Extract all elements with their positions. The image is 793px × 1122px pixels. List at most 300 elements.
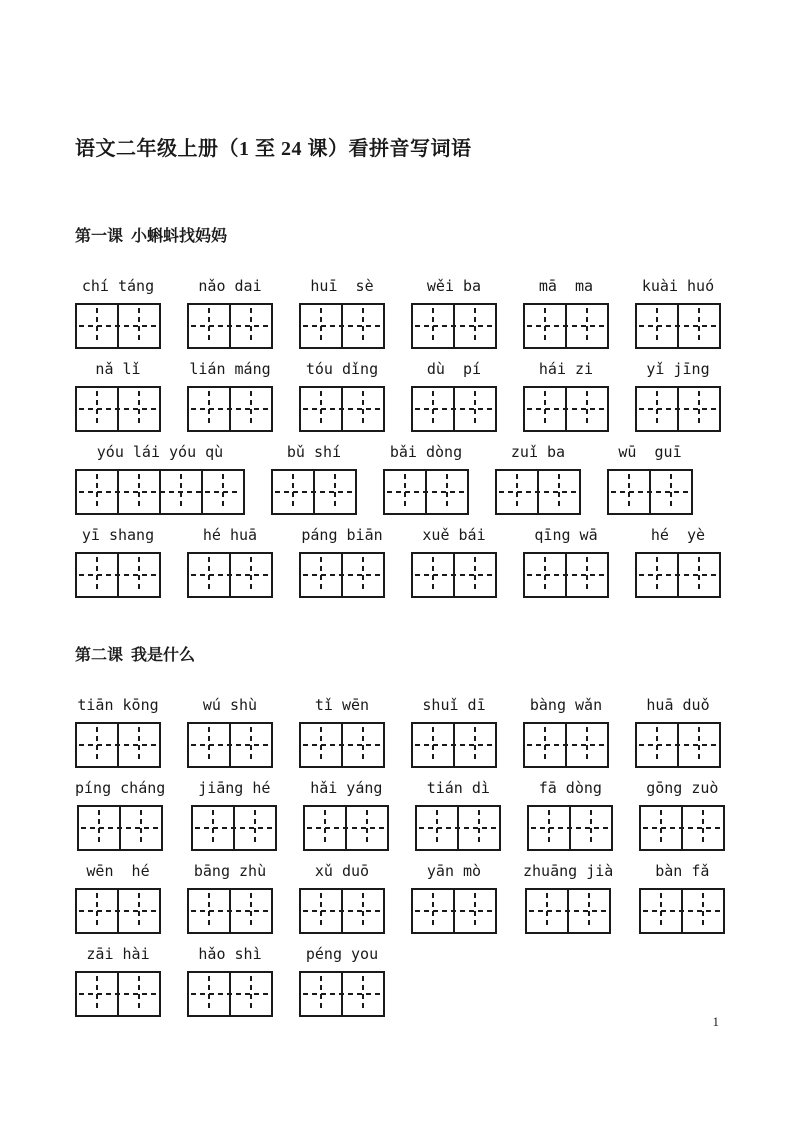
grid-cell — [77, 388, 117, 430]
pinyin-label: tiān kōng — [77, 696, 159, 714]
grid-center-vline-icon — [474, 391, 476, 427]
grid-cell — [637, 388, 677, 430]
grid-cell — [453, 388, 495, 430]
pinyin-label: jiāng hé — [198, 779, 271, 797]
pinyin-label: tián dì — [426, 779, 490, 797]
writing-grid — [187, 552, 273, 598]
grid-center-vline-icon — [320, 976, 322, 1012]
grid-center-vline-icon — [698, 391, 700, 427]
grid-cell — [77, 471, 117, 513]
grid-center-vline-icon — [656, 727, 658, 763]
grid-center-vline-icon — [660, 893, 662, 929]
pinyin-label: kuài huó — [641, 277, 715, 295]
word-block — [635, 525, 721, 598]
writing-grid — [75, 722, 161, 768]
grid-center-vline-icon — [436, 810, 438, 846]
grid-center-vline-icon — [558, 474, 560, 510]
grid-cell — [201, 471, 243, 513]
grid-cell — [453, 890, 495, 932]
grid-cell — [413, 305, 453, 347]
grid-center-vline-icon — [548, 810, 550, 846]
word-block — [495, 442, 581, 515]
grid-cell — [189, 388, 229, 430]
grid-cell — [313, 471, 355, 513]
grid-cell — [385, 471, 425, 513]
grid-center-vline-icon — [208, 976, 210, 1012]
word-row — [75, 861, 725, 934]
grid-cell — [637, 305, 677, 347]
grid-center-vline-icon — [446, 474, 448, 510]
grid-center-vline-icon — [320, 893, 322, 929]
grid-cell — [189, 305, 229, 347]
writing-grid — [75, 303, 161, 349]
writing-grid — [527, 805, 613, 851]
grid-cell — [117, 305, 159, 347]
grid-center-vline-icon — [432, 308, 434, 344]
word-block — [75, 861, 161, 934]
grid-center-vline-icon — [656, 557, 658, 593]
word-block — [635, 359, 721, 432]
grid-cell — [301, 305, 341, 347]
word-block — [411, 276, 497, 349]
grid-center-vline-icon — [208, 391, 210, 427]
pinyin-label: wū guī — [618, 443, 682, 461]
writing-grid — [411, 552, 497, 598]
grid-cell — [537, 471, 579, 513]
grid-center-vline-icon — [320, 391, 322, 427]
word-block — [191, 778, 277, 851]
grid-cell — [229, 554, 271, 596]
grid-center-vline-icon — [702, 893, 704, 929]
grid-cell — [417, 807, 457, 849]
pinyin-label: páng biān — [301, 526, 383, 544]
grid-center-vline-icon — [656, 308, 658, 344]
word-block — [523, 276, 609, 349]
grid-center-vline-icon — [432, 391, 434, 427]
pinyin-label: hǎi yáng — [310, 779, 383, 797]
pinyin-label: zuǐ ba — [510, 443, 566, 461]
grid-cell — [189, 973, 229, 1015]
grid-cell — [117, 973, 159, 1015]
word-block — [303, 778, 389, 851]
pinyin-label: bāng zhù — [193, 862, 267, 880]
grid-center-vline-icon — [250, 727, 252, 763]
pinyin-label: yān mò — [426, 862, 482, 880]
word-block — [415, 778, 501, 851]
pinyin-label: yǐ jīng — [646, 360, 710, 378]
grid-center-vline-icon — [546, 893, 548, 929]
word-block — [523, 525, 609, 598]
grid-cell — [301, 890, 341, 932]
writing-grid — [635, 722, 721, 768]
pinyin-label: nǎo dai — [198, 277, 262, 295]
grid-center-vline-icon — [698, 308, 700, 344]
word-block — [299, 359, 385, 432]
grid-cell — [413, 554, 453, 596]
writing-grid — [523, 303, 609, 349]
grid-cell — [453, 724, 495, 766]
grid-cell — [229, 724, 271, 766]
writing-grid — [635, 552, 721, 598]
grid-center-vline-icon — [180, 474, 182, 510]
pinyin-label: zhuāng jià — [523, 862, 614, 880]
writing-grid — [299, 552, 385, 598]
lesson-heading: 第二课 我是什么 — [75, 647, 196, 664]
pinyin-label: zāi hài — [86, 945, 150, 963]
grid-center-vline-icon — [656, 391, 658, 427]
writing-grid — [639, 888, 725, 934]
grid-center-vline-icon — [222, 474, 224, 510]
grid-center-vline-icon — [138, 976, 140, 1012]
grid-cell — [301, 724, 341, 766]
word-row — [75, 359, 725, 432]
grid-center-vline-icon — [362, 557, 364, 593]
pinyin-label: tǐ wēn — [314, 696, 370, 714]
writing-grid — [299, 971, 385, 1017]
grid-cell — [677, 305, 719, 347]
pinyin-label: hé huā — [202, 526, 258, 544]
grid-center-vline-icon — [96, 474, 98, 510]
grid-center-vline-icon — [96, 893, 98, 929]
grid-center-vline-icon — [702, 810, 704, 846]
grid-cell — [681, 807, 723, 849]
word-block — [523, 861, 613, 934]
word-block — [299, 276, 385, 349]
grid-center-vline-icon — [96, 976, 98, 1012]
grid-cell — [413, 724, 453, 766]
word-rows — [75, 276, 725, 598]
word-block — [639, 861, 725, 934]
writing-grid — [299, 303, 385, 349]
grid-center-vline-icon — [586, 308, 588, 344]
grid-center-vline-icon — [320, 727, 322, 763]
grid-cell — [77, 973, 117, 1015]
grid-center-vline-icon — [588, 893, 590, 929]
grid-center-vline-icon — [474, 557, 476, 593]
word-block — [75, 944, 161, 1017]
word-block — [411, 861, 497, 934]
lesson-heading: 第一课 小蝌蚪找妈妈 — [75, 228, 228, 245]
grid-cell — [637, 724, 677, 766]
grid-cell — [117, 554, 159, 596]
grid-center-vline-icon — [432, 893, 434, 929]
grid-cell — [413, 890, 453, 932]
grid-cell — [341, 305, 383, 347]
writing-grid — [525, 888, 611, 934]
writing-grid — [187, 971, 273, 1017]
grid-center-vline-icon — [698, 727, 700, 763]
word-block — [75, 276, 161, 349]
word-block — [75, 359, 161, 432]
grid-cell — [117, 890, 159, 932]
pinyin-label: lián máng — [189, 360, 271, 378]
grid-center-vline-icon — [98, 810, 100, 846]
pinyin-label: qīng wā — [534, 526, 598, 544]
grid-center-vline-icon — [404, 474, 406, 510]
grid-cell — [525, 724, 565, 766]
grid-center-vline-icon — [320, 308, 322, 344]
grid-cell — [525, 305, 565, 347]
grid-center-vline-icon — [660, 810, 662, 846]
grid-center-vline-icon — [586, 727, 588, 763]
grid-cell — [637, 554, 677, 596]
grid-center-vline-icon — [474, 727, 476, 763]
grid-cell — [229, 890, 271, 932]
pinyin-label: fā dòng — [538, 779, 602, 797]
grid-cell — [117, 388, 159, 430]
writing-grid — [303, 805, 389, 851]
grid-cell — [229, 973, 271, 1015]
grid-cell — [341, 554, 383, 596]
pinyin-label: píng cháng — [75, 779, 166, 797]
word-block — [411, 359, 497, 432]
grid-center-vline-icon — [96, 308, 98, 344]
grid-center-vline-icon — [208, 893, 210, 929]
grid-cell — [229, 388, 271, 430]
word-rows — [75, 695, 725, 1017]
pinyin-label: gōng zuò — [646, 779, 719, 797]
grid-center-vline-icon — [208, 308, 210, 344]
writing-grid — [415, 805, 501, 851]
word-row — [75, 778, 725, 851]
grid-cell — [527, 890, 567, 932]
grid-cell — [453, 554, 495, 596]
word-block — [75, 442, 245, 515]
pinyin-label: huā duǒ — [646, 696, 710, 714]
grid-center-vline-icon — [362, 976, 364, 1012]
grid-cell — [567, 890, 609, 932]
grid-cell — [345, 807, 387, 849]
grid-cell — [77, 890, 117, 932]
grid-center-vline-icon — [250, 976, 252, 1012]
pinyin-label: wú shù — [202, 696, 258, 714]
grid-cell — [117, 724, 159, 766]
grid-cell — [341, 388, 383, 430]
pinyin-label: hé yè — [650, 526, 706, 544]
pinyin-label: péng you — [305, 945, 379, 963]
grid-center-vline-icon — [138, 308, 140, 344]
writing-grid — [411, 303, 497, 349]
word-block — [187, 861, 273, 934]
writing-grid — [635, 303, 721, 349]
pinyin-label: tóu dǐng — [305, 360, 379, 378]
grid-center-vline-icon — [96, 557, 98, 593]
word-block — [639, 778, 725, 851]
grid-cell — [681, 890, 723, 932]
grid-center-vline-icon — [670, 474, 672, 510]
word-block — [75, 525, 161, 598]
grid-cell — [301, 388, 341, 430]
word-block — [411, 525, 497, 598]
grid-cell — [341, 973, 383, 1015]
grid-center-vline-icon — [138, 893, 140, 929]
word-block — [635, 276, 721, 349]
grid-center-vline-icon — [698, 557, 700, 593]
pinyin-label: huī sè — [310, 277, 374, 295]
lesson-section — [75, 642, 725, 1017]
word-block — [299, 861, 385, 934]
grid-cell — [569, 807, 611, 849]
pinyin-label: wēn hé — [86, 862, 150, 880]
word-block — [187, 944, 273, 1017]
grid-center-vline-icon — [212, 810, 214, 846]
grid-cell — [677, 724, 719, 766]
grid-cell — [273, 471, 313, 513]
grid-center-vline-icon — [362, 727, 364, 763]
writing-grid — [75, 386, 161, 432]
grid-center-vline-icon — [544, 557, 546, 593]
grid-center-vline-icon — [432, 727, 434, 763]
writing-grid — [271, 469, 357, 515]
grid-center-vline-icon — [334, 474, 336, 510]
grid-center-vline-icon — [544, 391, 546, 427]
word-block — [527, 778, 613, 851]
pinyin-label: bàn fǎ — [655, 862, 710, 880]
grid-center-vline-icon — [250, 893, 252, 929]
grid-center-vline-icon — [292, 474, 294, 510]
word-block — [299, 944, 385, 1017]
lesson-section — [75, 223, 725, 598]
grid-center-vline-icon — [324, 810, 326, 846]
grid-cell — [413, 388, 453, 430]
writing-grid — [187, 888, 273, 934]
grid-center-vline-icon — [208, 727, 210, 763]
grid-cell — [565, 724, 607, 766]
grid-cell — [425, 471, 467, 513]
word-block — [299, 525, 385, 598]
grid-cell — [565, 388, 607, 430]
word-block — [383, 442, 469, 515]
word-block — [299, 695, 385, 768]
grid-center-vline-icon — [362, 308, 364, 344]
writing-grid — [523, 386, 609, 432]
word-block — [187, 695, 273, 768]
pinyin-label: nǎ lǐ — [95, 360, 141, 378]
grid-cell — [189, 554, 229, 596]
writing-grid — [299, 888, 385, 934]
pinyin-label: bǎi dòng — [389, 443, 463, 461]
writing-grid — [75, 552, 161, 598]
grid-center-vline-icon — [254, 810, 256, 846]
grid-center-vline-icon — [208, 557, 210, 593]
grid-cell — [189, 724, 229, 766]
grid-center-vline-icon — [544, 308, 546, 344]
grid-cell — [301, 973, 341, 1015]
grid-center-vline-icon — [138, 391, 140, 427]
word-block — [187, 276, 273, 349]
writing-grid — [411, 386, 497, 432]
writing-grid — [299, 386, 385, 432]
grid-cell — [305, 807, 345, 849]
pinyin-label: chí táng — [81, 277, 155, 295]
writing-grid — [607, 469, 693, 515]
word-block — [607, 442, 693, 515]
pinyin-label: bǔ shí — [286, 443, 342, 461]
grid-center-vline-icon — [474, 893, 476, 929]
grid-cell — [677, 554, 719, 596]
word-block — [187, 359, 273, 432]
grid-center-vline-icon — [362, 391, 364, 427]
grid-cell — [457, 807, 499, 849]
writing-grid — [523, 722, 609, 768]
pinyin-label: shuǐ dī — [422, 696, 486, 714]
word-row — [75, 944, 725, 1017]
writing-grid — [383, 469, 469, 515]
grid-center-vline-icon — [138, 557, 140, 593]
page-title: 语文二年级上册（1 至 24 课）看拼音写词语 — [75, 138, 472, 160]
grid-center-vline-icon — [362, 893, 364, 929]
writing-grid — [523, 552, 609, 598]
grid-cell — [565, 554, 607, 596]
grid-center-vline-icon — [366, 810, 368, 846]
grid-center-vline-icon — [474, 308, 476, 344]
writing-grid — [299, 722, 385, 768]
grid-cell — [341, 724, 383, 766]
writing-grid — [77, 805, 163, 851]
word-block — [411, 695, 497, 768]
grid-cell — [677, 388, 719, 430]
grid-cell — [641, 807, 681, 849]
pinyin-label: hǎo shì — [198, 945, 262, 963]
grid-cell — [159, 471, 201, 513]
grid-center-vline-icon — [586, 391, 588, 427]
grid-cell — [497, 471, 537, 513]
writing-grid — [635, 386, 721, 432]
pinyin-label: xǔ duō — [314, 862, 370, 880]
grid-cell — [565, 305, 607, 347]
word-block — [187, 525, 273, 598]
writing-grid — [639, 805, 725, 851]
grid-center-vline-icon — [250, 308, 252, 344]
grid-center-vline-icon — [138, 727, 140, 763]
writing-grid — [187, 303, 273, 349]
grid-center-vline-icon — [96, 727, 98, 763]
grid-cell — [525, 388, 565, 430]
pinyin-label: wěi ba — [426, 277, 482, 295]
word-block — [523, 695, 609, 768]
grid-center-vline-icon — [140, 810, 142, 846]
grid-center-vline-icon — [96, 391, 98, 427]
grid-center-vline-icon — [320, 557, 322, 593]
writing-grid — [187, 386, 273, 432]
grid-center-vline-icon — [250, 557, 252, 593]
grid-cell — [609, 471, 649, 513]
grid-center-vline-icon — [516, 474, 518, 510]
writing-grid — [191, 805, 277, 851]
word-block — [271, 442, 357, 515]
grid-center-vline-icon — [586, 557, 588, 593]
grid-cell — [649, 471, 691, 513]
pinyin-label: yóu lái yóu qù — [96, 443, 224, 461]
word-row — [75, 442, 725, 515]
grid-cell — [77, 554, 117, 596]
grid-cell — [641, 890, 681, 932]
writing-grid — [411, 722, 497, 768]
word-block — [635, 695, 721, 768]
grid-cell — [453, 305, 495, 347]
grid-cell — [301, 554, 341, 596]
grid-center-vline-icon — [628, 474, 630, 510]
word-row — [75, 276, 725, 349]
word-block — [75, 778, 165, 851]
grid-cell — [117, 471, 159, 513]
grid-cell — [529, 807, 569, 849]
writing-grid — [75, 971, 161, 1017]
grid-cell — [341, 890, 383, 932]
grid-cell — [525, 554, 565, 596]
grid-center-vline-icon — [250, 391, 252, 427]
grid-cell — [119, 807, 161, 849]
